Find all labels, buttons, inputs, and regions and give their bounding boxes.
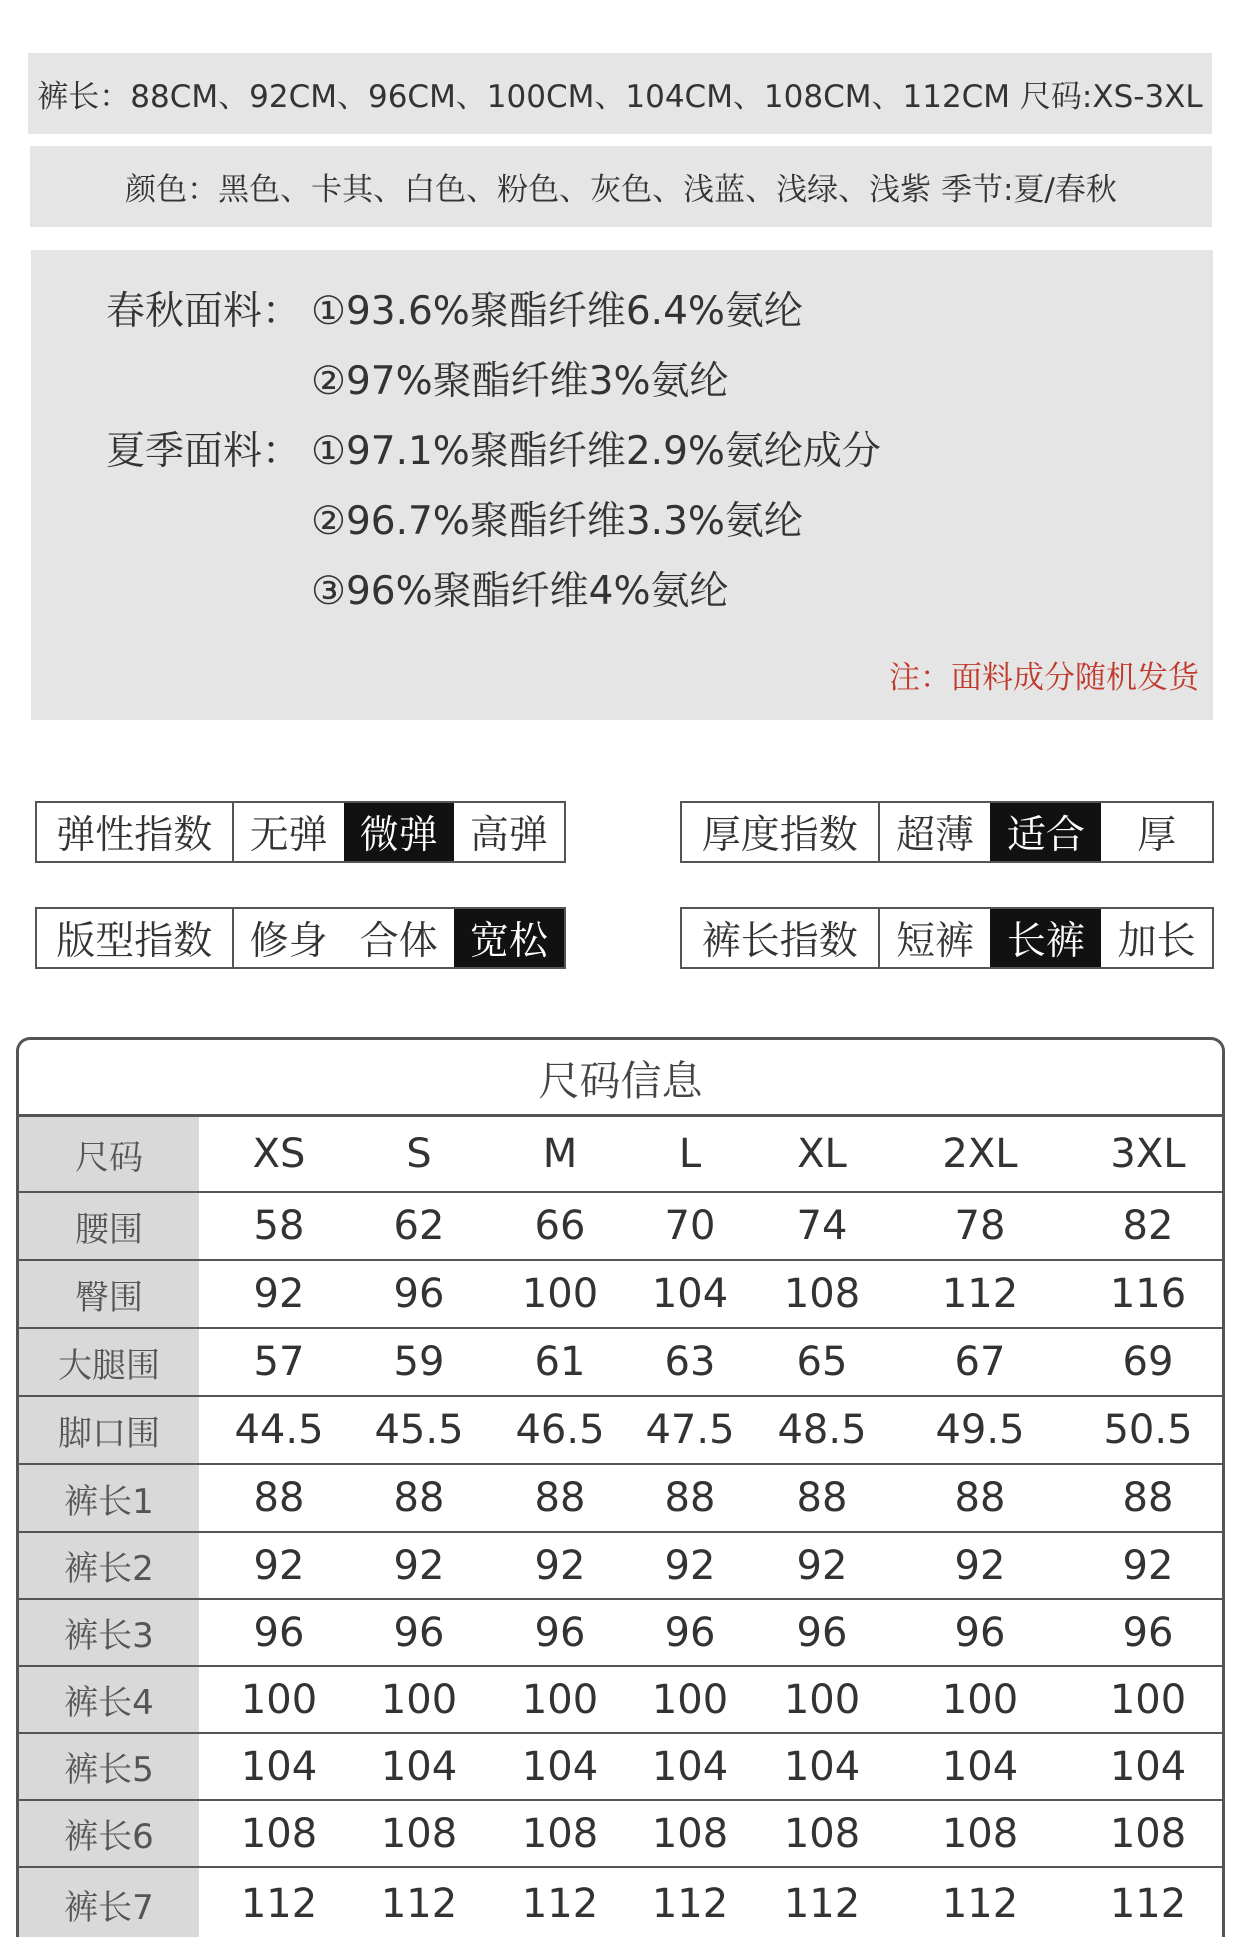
table-cell: 92 (393, 1542, 445, 1589)
size-header-cell: XS (252, 1131, 306, 1177)
table-row (19, 1801, 1222, 1868)
table-cell: 92 (253, 1271, 305, 1317)
fabric-spring-label: 春秋面料： (106, 289, 302, 334)
size-header-cell: M (542, 1131, 578, 1177)
table-cell: 61 (534, 1339, 586, 1385)
table-cell: 88 (1122, 1475, 1174, 1521)
row-label: 裤长1 (19, 1465, 199, 1531)
table-cell: 82 (1122, 1203, 1174, 1249)
table-cell: 92 (253, 1542, 305, 1589)
table-cell: 112 (240, 1881, 318, 1927)
length-option-extra: 加长 (1117, 919, 1196, 964)
row-label: 脚口围 (19, 1397, 199, 1463)
table-cell: 100 (651, 1676, 729, 1723)
size-header-cell: 3XL (1110, 1131, 1186, 1177)
table-row (19, 1667, 1222, 1734)
table-cell: 104 (380, 1743, 458, 1790)
table-cell: 100 (380, 1676, 458, 1723)
size-header-cell: XL (797, 1131, 847, 1177)
table-cell: 104 (521, 1743, 599, 1790)
table-cell: 48.5 (777, 1407, 867, 1453)
table-cell: 108 (783, 1271, 861, 1317)
length-index-label: 裤长指数 (682, 909, 880, 967)
row-label: 裤长3 (19, 1600, 199, 1665)
table-cell: 112 (941, 1881, 1019, 1927)
table-cell: 88 (664, 1475, 716, 1521)
fabric-summer-label: 夏季面料： (106, 429, 302, 474)
table-cell: 112 (1109, 1881, 1187, 1927)
table-cell: 88 (253, 1475, 305, 1521)
fabric-panel (31, 250, 1213, 720)
table-cell: 116 (1109, 1271, 1187, 1317)
table-cell: 44.5 (234, 1407, 324, 1453)
elastic-option-slight: 微弹 (344, 803, 454, 861)
table-cell: 88 (954, 1475, 1006, 1521)
table-cell: 108 (651, 1810, 729, 1857)
table-row (19, 1600, 1222, 1667)
table-cell: 108 (783, 1810, 861, 1857)
table-cell: 59 (393, 1339, 445, 1385)
table-cell: 62 (393, 1203, 445, 1249)
row-label: 裤长5 (19, 1734, 199, 1799)
thickness-index-label: 厚度指数 (682, 803, 880, 861)
table-cell: 108 (380, 1810, 458, 1857)
table-cell: 96 (796, 1609, 848, 1656)
size-table-title: 尺码信息 (19, 1040, 1222, 1117)
row-label: 大腿围 (19, 1329, 199, 1395)
table-cell: 104 (783, 1743, 861, 1790)
row-label: 臀围 (19, 1261, 199, 1327)
table-cell: 112 (783, 1881, 861, 1927)
table-cell: 65 (796, 1339, 848, 1385)
fabric-spring-1: ①93.6%聚酯纤维6.4%氨纶 (311, 289, 803, 334)
table-row (19, 1533, 1222, 1600)
thickness-option-thin: 超薄 (896, 813, 975, 858)
length-option-short: 短裤 (896, 919, 975, 964)
color-season-bar (30, 146, 1212, 227)
table-cell: 58 (253, 1203, 305, 1249)
elastic-index-label: 弹性指数 (37, 803, 234, 861)
table-cell: 47.5 (645, 1407, 735, 1453)
table-cell: 96 (534, 1609, 586, 1656)
table-cell: 50.5 (1103, 1407, 1193, 1453)
row-label: 裤长4 (19, 1667, 199, 1732)
table-cell: 112 (941, 1271, 1019, 1317)
fabric-summer-2: ②96.7%聚酯纤维3.3%氨纶 (311, 499, 803, 544)
elastic-index (35, 801, 566, 863)
table-row (19, 1734, 1222, 1801)
thickness-option-thick: 厚 (1137, 813, 1177, 858)
table-cell: 92 (954, 1542, 1006, 1589)
thickness-index (680, 801, 1214, 863)
table-cell: 112 (380, 1881, 458, 1927)
fit-option-loose: 宽松 (454, 909, 564, 967)
table-row (19, 1193, 1222, 1261)
row-label: 裤长2 (19, 1533, 199, 1598)
table-cell: 112 (521, 1881, 599, 1927)
table-cell: 96 (253, 1609, 305, 1656)
table-cell: 100 (521, 1271, 599, 1317)
table-cell: 108 (1109, 1810, 1187, 1857)
table-cell: 104 (240, 1743, 318, 1790)
elastic-option-none: 无弹 (249, 813, 328, 858)
elastic-option-high: 高弹 (469, 813, 548, 858)
fabric-spring-2: ②97%聚酯纤维3%氨纶 (311, 359, 729, 404)
table-cell: 88 (393, 1475, 445, 1521)
table-row (19, 1329, 1222, 1397)
table-cell: 66 (534, 1203, 586, 1249)
length-size-text: 裤长：88CM、92CM、96CM、100CM、104CM、108CM、112CM 尺码:XS-3XL (37, 79, 1203, 115)
table-cell: 88 (796, 1475, 848, 1521)
table-cell: 100 (240, 1676, 318, 1723)
fabric-summer-1: ①97.1%聚酯纤维2.9%氨纶成分 (311, 429, 881, 474)
table-cell: 108 (240, 1810, 318, 1857)
table-cell: 112 (651, 1881, 729, 1927)
table-cell: 96 (393, 1609, 445, 1656)
table-cell: 108 (941, 1810, 1019, 1857)
table-cell: 100 (783, 1676, 861, 1723)
fit-index (35, 907, 566, 969)
length-option-long: 长裤 (990, 909, 1101, 967)
table-cell: 57 (253, 1339, 305, 1385)
fabric-note: 注：面料成分随机发货 (889, 660, 1199, 696)
table-row (19, 1261, 1222, 1329)
table-cell: 69 (1122, 1339, 1174, 1385)
length-size-bar (28, 53, 1212, 134)
table-cell: 88 (534, 1475, 586, 1521)
table-cell: 100 (1109, 1676, 1187, 1723)
table-cell: 74 (796, 1203, 848, 1249)
table-cell: 100 (521, 1676, 599, 1723)
table-cell: 92 (1122, 1542, 1174, 1589)
table-cell: 100 (941, 1676, 1019, 1723)
row-label: 裤长7 (19, 1868, 199, 1937)
table-cell: 70 (664, 1203, 716, 1249)
size-header-row (19, 1117, 1222, 1193)
row-label: 腰围 (19, 1193, 199, 1259)
thickness-option-medium: 适合 (990, 803, 1101, 861)
fabric-summer-3: ③96%聚酯纤维4%氨纶 (311, 569, 729, 614)
table-cell: 96 (393, 1271, 445, 1317)
table-cell: 49.5 (935, 1407, 1025, 1453)
table-cell: 104 (1109, 1743, 1187, 1790)
table-cell: 78 (954, 1203, 1006, 1249)
table-cell: 92 (796, 1542, 848, 1589)
table-cell: 92 (664, 1542, 716, 1589)
size-header-cell: L (678, 1131, 702, 1177)
table-row (19, 1868, 1222, 1937)
table-cell: 67 (954, 1339, 1006, 1385)
table-cell: 104 (651, 1743, 729, 1790)
table-cell: 104 (651, 1271, 729, 1317)
table-cell: 63 (664, 1339, 716, 1385)
table-row (19, 1397, 1222, 1465)
row-label: 裤长6 (19, 1801, 199, 1866)
size-header-cell: S (406, 1131, 432, 1177)
fit-option-regular: 合体 (359, 919, 438, 964)
table-cell: 108 (521, 1810, 599, 1857)
fit-index-label: 版型指数 (37, 909, 234, 967)
fit-option-slim: 修身 (249, 919, 328, 964)
table-cell: 96 (664, 1609, 716, 1656)
table-cell: 96 (954, 1609, 1006, 1656)
color-season-text: 颜色：黑色、卡其、白色、粉色、灰色、浅蓝、浅绿、浅紫 季节:夏/春秋 (125, 172, 1117, 208)
size-header-cell: 2XL (942, 1131, 1018, 1177)
table-cell: 45.5 (374, 1407, 464, 1453)
table-row (19, 1465, 1222, 1533)
table-cell: 92 (534, 1542, 586, 1589)
size-header-label: 尺码 (19, 1117, 199, 1191)
size-table (16, 1037, 1225, 1937)
table-cell: 104 (941, 1743, 1019, 1790)
table-cell: 46.5 (515, 1407, 605, 1453)
table-cell: 96 (1122, 1609, 1174, 1656)
length-index (680, 907, 1214, 969)
